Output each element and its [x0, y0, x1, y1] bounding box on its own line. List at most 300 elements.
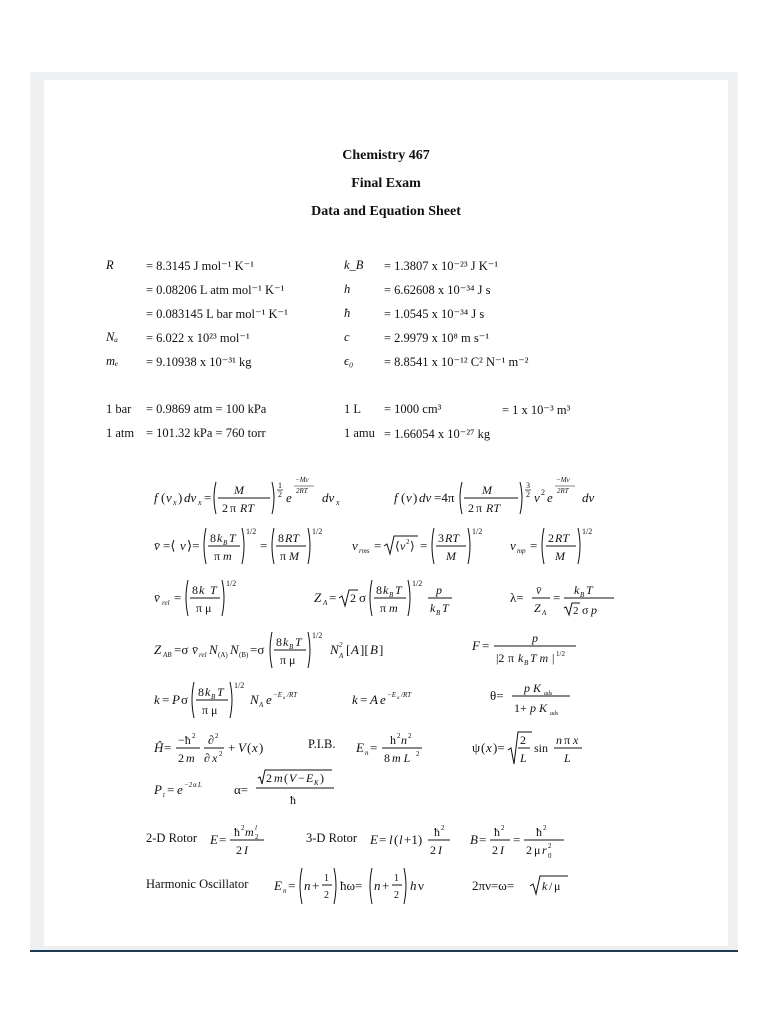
svg-text:P: P: [154, 782, 162, 797]
svg-text:I: I: [244, 843, 248, 857]
svg-text:L: L: [198, 781, 202, 789]
svg-text:x: x: [198, 498, 202, 507]
svg-text:=: =: [379, 832, 387, 847]
svg-text:σ: σ: [181, 692, 189, 707]
svg-text:1/2: 1/2: [234, 681, 245, 690]
svg-text:n: n: [365, 749, 369, 757]
svg-text:x: x: [173, 498, 177, 507]
rotational-constant-equation: [470, 816, 580, 862]
svg-text:T: T: [210, 583, 217, 597]
most-probable-speed-equation: [510, 522, 610, 568]
svg-text:2: 2: [548, 531, 554, 545]
svg-text:8: 8: [192, 583, 198, 597]
svg-text:2πν=ω=: 2πν=ω=: [472, 878, 515, 893]
viewer-bottom-rule: [30, 950, 738, 952]
svg-text:V: V: [289, 771, 297, 785]
svg-text:a: a: [283, 696, 286, 701]
svg-text:2RT: 2RT: [557, 487, 569, 495]
svg-text:dv: dv: [582, 490, 595, 505]
svg-text:π: π: [508, 651, 515, 665]
svg-text:I: I: [438, 843, 442, 857]
svg-text:ħ: ħ: [434, 825, 440, 839]
svg-text:e: e: [286, 490, 292, 505]
svg-text:A: A: [323, 599, 328, 607]
pib-wavefunction-equation: [472, 724, 602, 770]
svg-text:B: B: [211, 693, 216, 701]
svg-text:|: |: [552, 651, 555, 665]
svg-text:x: x: [486, 740, 492, 755]
constant-value: = 6.62608 x 10⁻³⁴ J s: [384, 283, 491, 297]
svg-text:e: e: [266, 692, 272, 707]
svg-text:): ): [178, 490, 183, 505]
svg-text:B: B: [389, 591, 394, 599]
svg-text:3: 3: [526, 481, 530, 490]
svg-text:α: α: [193, 781, 197, 789]
svg-text:p K: p K: [524, 681, 542, 695]
svg-text:F: F: [472, 638, 480, 653]
svg-text:/RT: /RT: [401, 691, 412, 699]
svg-text:2: 2: [350, 591, 356, 605]
svg-text:1/2: 1/2: [246, 527, 257, 536]
harmonic-oscillator-label: Harmonic Oscillator: [146, 877, 249, 891]
svg-text:=: =: [374, 538, 382, 553]
svg-text:RT: RT: [445, 531, 460, 545]
svg-text:p: p: [532, 631, 538, 645]
svg-text:−E: −E: [387, 691, 396, 699]
svg-text:x: x: [336, 498, 340, 507]
svg-text:v: v: [510, 538, 516, 553]
conversion-value: = 0.9869 atm = 100 kPa: [146, 402, 267, 416]
svg-text:v: v: [352, 538, 358, 553]
conversion-label: 1 bar: [106, 402, 132, 416]
angular-frequency-equation: [472, 862, 582, 908]
svg-text:μ: μ: [554, 879, 561, 893]
svg-text:A: A: [259, 701, 264, 709]
svg-text:v̄: v̄: [154, 538, 160, 553]
constant-symbol: ϵ₀: [344, 354, 354, 368]
svg-text:2: 2: [222, 501, 228, 515]
svg-text:2: 2: [266, 771, 272, 785]
svg-text:B: B: [223, 539, 228, 547]
svg-text:sin: sin: [534, 741, 549, 755]
svg-text:⟨: ⟨: [395, 539, 400, 553]
collision-frequency-equation: [314, 574, 474, 620]
svg-text:2: 2: [468, 501, 474, 515]
svg-text:λ=: λ=: [510, 590, 524, 605]
svg-text:α=: α=: [234, 782, 249, 797]
svg-text:−E: −E: [273, 691, 282, 699]
svg-text:e: e: [547, 490, 553, 505]
svg-text:x: x: [573, 733, 579, 747]
svg-text:2: 2: [543, 824, 547, 832]
constant-symbol: k_B: [344, 258, 364, 272]
svg-text:ads: ads: [544, 691, 553, 697]
constant-symbol: Nₐ: [106, 330, 118, 344]
svg-text:B: B: [370, 642, 378, 657]
constant-symbol: h: [344, 282, 351, 296]
svg-text:m: m: [186, 751, 195, 765]
conversion-label: 1 L: [344, 402, 362, 416]
svg-text:M: M: [234, 483, 244, 497]
svg-text:=: =: [164, 740, 172, 755]
svg-text:⟩=: ⟩=: [187, 538, 200, 553]
svg-text:8: 8: [198, 685, 204, 699]
svg-text:=: =: [482, 638, 490, 653]
svg-text:V: V: [238, 740, 246, 755]
constant-value: = 0.08206 L atm mol⁻¹ K⁻¹: [146, 283, 285, 297]
svg-text:π: π: [476, 501, 483, 515]
svg-text:2: 2: [339, 641, 343, 649]
svg-text:1/2: 1/2: [312, 527, 323, 536]
rotor-2d-label: 2-D Rotor: [146, 831, 198, 845]
harmonic-energy-equation: [274, 862, 444, 908]
svg-text:(: (: [394, 832, 399, 847]
svg-text:k: k: [352, 692, 358, 707]
svg-text:P: P: [172, 692, 180, 707]
constant-symbol: mₑ: [106, 354, 119, 368]
svg-text:B: B: [436, 609, 441, 617]
svg-text:2: 2: [219, 750, 223, 758]
svg-text:−2: −2: [184, 781, 193, 789]
svg-text:ħ: ħ: [234, 825, 240, 839]
svg-text:k: k: [205, 685, 211, 699]
svg-text:l: l: [399, 832, 403, 847]
svg-text:2: 2: [408, 732, 412, 740]
svg-text:0: 0: [548, 852, 552, 860]
svg-text:=⟨: =⟨: [163, 538, 176, 553]
conversion-value: = 1000 cm³: [384, 402, 442, 416]
svg-text:π: π: [564, 733, 571, 747]
conversion-value: = 1 x 10⁻³ m³: [502, 403, 571, 417]
svg-text:t: t: [163, 791, 165, 799]
conversion-label: 1 atm: [106, 426, 135, 440]
constant-value: = 8.8541 x 10⁻¹² C² N⁻¹ m⁻²: [384, 355, 529, 369]
svg-text:μ: μ: [534, 843, 541, 857]
svg-text:ν: ν: [418, 878, 424, 893]
svg-text:2: 2: [241, 824, 245, 832]
svg-text:[: [: [346, 642, 351, 657]
svg-text:+: +: [382, 878, 390, 893]
svg-text:π: π: [280, 549, 287, 563]
pib-label: P.I.B.: [308, 737, 336, 751]
maxwell-1d-equation: [154, 474, 384, 520]
svg-text:π: π: [214, 549, 221, 563]
svg-text:p: p: [436, 583, 442, 597]
svg-text:2: 2: [278, 490, 282, 499]
svg-text:2: 2: [178, 751, 184, 765]
svg-text:A: A: [542, 609, 547, 617]
svg-text:M: M: [482, 483, 492, 497]
svg-text:v: v: [166, 490, 172, 505]
svg-text:T: T: [229, 531, 236, 545]
svg-text:2RT: 2RT: [296, 487, 308, 495]
svg-text:h: h: [390, 733, 396, 747]
svg-text:=: =: [420, 538, 428, 553]
svg-text:π: π: [380, 601, 387, 615]
svg-text:rel: rel: [162, 599, 170, 607]
svg-text:3: 3: [438, 531, 444, 545]
svg-text:E: E: [210, 832, 218, 847]
svg-text:): ): [413, 490, 418, 505]
document-title: Chemistry 467: [342, 148, 430, 163]
rotor-3d-label: 3-D Rotor: [306, 831, 358, 845]
svg-text:): ): [259, 740, 264, 755]
svg-text:θ=: θ=: [490, 688, 504, 703]
svg-text:k: k: [430, 601, 436, 615]
svg-text:m: m: [245, 825, 254, 839]
svg-text:RT: RT: [285, 531, 300, 545]
svg-text:1/2: 1/2: [472, 527, 483, 536]
svg-text:dv: dv: [184, 490, 197, 505]
svg-text:8: 8: [210, 531, 216, 545]
svg-text:=: =: [479, 832, 487, 847]
svg-text:m: m: [223, 549, 232, 563]
svg-text:2: 2: [541, 488, 545, 497]
svg-text:T: T: [395, 583, 402, 597]
svg-text:n: n: [401, 733, 407, 747]
svg-text:8: 8: [376, 583, 382, 597]
svg-text:N: N: [209, 642, 218, 657]
conversion-label: 1 amu: [344, 426, 375, 440]
svg-text:B: B: [470, 832, 478, 847]
svg-text:][: ][: [360, 642, 369, 657]
svg-text:p K: p K: [530, 701, 548, 715]
svg-text:π μ: π μ: [196, 601, 212, 615]
constant-symbol: R: [106, 258, 114, 272]
svg-text:n: n: [374, 878, 381, 893]
svg-text:f: f: [154, 490, 158, 505]
svg-text:2: 2: [406, 538, 410, 546]
pib-energy-equation: [356, 724, 456, 770]
svg-text:e: e: [380, 692, 386, 707]
svg-text:T: T: [586, 583, 593, 597]
svg-text:rms: rms: [359, 547, 370, 555]
svg-text:/: /: [549, 879, 553, 893]
svg-text:x: x: [212, 751, 218, 765]
svg-text:∂: ∂: [204, 751, 210, 765]
svg-text:1/2: 1/2: [556, 650, 565, 658]
svg-text:2: 2: [192, 732, 196, 740]
svg-text:E: E: [356, 740, 364, 755]
svg-text:v: v: [180, 538, 186, 553]
svg-text:RT: RT: [240, 501, 255, 515]
svg-text:): ): [320, 771, 324, 785]
svg-text:B: B: [289, 643, 294, 651]
svg-text:k: k: [574, 583, 580, 597]
svg-text:(B): (B): [239, 651, 249, 659]
svg-text:AB: AB: [163, 651, 172, 659]
svg-text:2: 2: [255, 833, 259, 841]
svg-text:x: x: [252, 740, 258, 755]
conversion-value: = 1.66054 x 10⁻²⁷ kg: [384, 427, 491, 441]
svg-text:h: h: [410, 878, 417, 893]
svg-text:N: N: [230, 642, 239, 657]
svg-text:a: a: [397, 696, 400, 701]
svg-text:L: L: [564, 751, 571, 765]
svg-text:1: 1: [394, 873, 399, 884]
svg-text:ħ: ħ: [536, 825, 542, 839]
svg-text:=: =: [329, 590, 337, 605]
svg-text:I: I: [500, 843, 504, 857]
svg-text:A: A: [339, 652, 344, 660]
rms-speed-equation: [352, 522, 502, 568]
svg-text:f: f: [394, 490, 398, 505]
mean-speed-equation: [154, 522, 354, 568]
svg-text:=: =: [174, 590, 182, 605]
mean-free-path-equation: [510, 574, 630, 620]
svg-text:k: k: [217, 531, 223, 545]
svg-text:ħω=: ħω=: [340, 878, 363, 893]
svg-text:(: (: [247, 740, 252, 755]
svg-text:RT: RT: [486, 501, 501, 515]
svg-text:M: M: [289, 549, 299, 563]
svg-text:8: 8: [276, 635, 282, 649]
svg-text:=: =: [167, 782, 175, 797]
svg-text:ads: ads: [550, 711, 559, 717]
svg-text:2: 2: [520, 733, 526, 747]
rotor-3d-energy-equation: [370, 816, 480, 862]
svg-text:1+: 1+: [514, 701, 527, 715]
svg-text:2: 2: [215, 732, 219, 740]
svg-text:2: 2: [441, 824, 445, 832]
svg-text:n: n: [304, 878, 311, 893]
svg-text:=σ: =σ: [250, 642, 265, 657]
svg-text:dv: dv: [419, 490, 432, 505]
svg-text:=: =: [288, 878, 296, 893]
tunneling-probability-equation: [154, 770, 224, 810]
svg-text:k: k: [518, 651, 524, 665]
svg-text:v̄: v̄: [192, 642, 198, 657]
svg-text:2: 2: [397, 732, 401, 740]
svg-text:L: L: [520, 751, 527, 765]
svg-text:Ĥ: Ĥ: [154, 740, 164, 755]
svg-text:E: E: [370, 832, 378, 847]
svg-text:l: l: [389, 832, 393, 847]
svg-text:B: B: [524, 659, 529, 667]
svg-text:N: N: [250, 692, 259, 707]
svg-text:+: +: [312, 878, 320, 893]
svg-text:E: E: [306, 771, 314, 785]
svg-text:2: 2: [394, 890, 399, 901]
constant-value: = 2.9979 x 10⁸ m s⁻¹: [384, 331, 490, 345]
svg-text:B: B: [580, 591, 585, 599]
svg-text:=: =: [513, 832, 521, 847]
arrhenius-equation: [352, 676, 462, 722]
svg-text:π: π: [230, 501, 237, 515]
svg-text:v̄: v̄: [536, 583, 542, 597]
svg-text:(: (: [284, 771, 288, 785]
svg-text:n: n: [556, 733, 562, 747]
svg-text:T: T: [295, 635, 302, 649]
svg-text:=: =: [162, 692, 170, 707]
svg-text:1: 1: [324, 873, 329, 884]
svg-text:ψ: ψ: [472, 740, 481, 755]
collision-density-equation: [154, 626, 414, 672]
svg-text:m: m: [389, 601, 398, 615]
constant-value: = 8.3145 J mol⁻¹ K⁻¹: [146, 259, 254, 273]
svg-text:T: T: [217, 685, 224, 699]
svg-text:v: v: [534, 490, 540, 505]
svg-text:2: 2: [573, 605, 579, 617]
constant-value: = 9.10938 x 10⁻³¹ kg: [146, 355, 252, 369]
document-subtitle: Final Exam: [351, 176, 421, 191]
svg-text:2: 2: [501, 824, 505, 832]
svg-text:K: K: [314, 779, 319, 787]
svg-text:T m: T m: [530, 651, 549, 665]
svg-text:=σ: =σ: [174, 642, 189, 657]
svg-text:p: p: [591, 603, 597, 617]
svg-text:1/2: 1/2: [312, 631, 323, 640]
constant-value: = 1.0545 x 10⁻³⁴ J s: [384, 307, 485, 321]
constant-value: = 1.3807 x 10⁻²³ J K⁻¹: [384, 259, 499, 273]
svg-text:2: 2: [526, 843, 532, 857]
svg-text:rel: rel: [199, 651, 207, 659]
svg-text:k: k: [383, 583, 389, 597]
svg-text:r: r: [542, 843, 547, 857]
svg-text:2: 2: [324, 890, 329, 901]
svg-text:+: +: [228, 740, 236, 755]
maxwell-3d-equation: [394, 474, 614, 520]
svg-text:e: e: [177, 782, 183, 797]
langmuir-equation: [490, 674, 610, 720]
svg-text:k: k: [542, 879, 548, 893]
svg-text:σ: σ: [582, 603, 589, 617]
svg-text:π μ: π μ: [202, 703, 218, 717]
svg-text:+1): +1): [404, 832, 423, 847]
svg-text:E: E: [274, 878, 282, 893]
svg-text:2: 2: [236, 843, 242, 857]
svg-text:2: 2: [430, 843, 436, 857]
svg-text:−Mv: −Mv: [556, 476, 570, 484]
svg-text:(: (: [481, 740, 486, 755]
constant-symbol: ħ: [344, 306, 351, 320]
svg-text:=: =: [219, 832, 227, 847]
svg-text:(: (: [161, 490, 166, 505]
svg-text:−Mv: −Mv: [295, 476, 309, 484]
svg-text:A: A: [351, 642, 359, 657]
svg-text:Z: Z: [314, 590, 322, 605]
svg-text:|2: |2: [496, 651, 505, 665]
svg-text:RT: RT: [555, 531, 570, 545]
svg-text:1/2: 1/2: [412, 579, 423, 588]
svg-text:N: N: [330, 642, 339, 657]
conversion-value: = 101.32 kPa = 760 torr: [146, 426, 266, 440]
constant-value: = 0.083145 L bar mol⁻¹ K⁻¹: [146, 307, 288, 321]
svg-text:ħ: ħ: [290, 793, 296, 807]
svg-text:T: T: [442, 601, 449, 615]
svg-text:v: v: [400, 539, 406, 553]
svg-text:m: m: [274, 771, 283, 785]
tunneling-alpha-equation: [234, 766, 344, 812]
constant-symbol: c: [344, 330, 350, 344]
svg-text:m L: m L: [392, 751, 411, 765]
svg-text:k: k: [154, 692, 160, 707]
svg-text:⟩: ⟩: [410, 539, 415, 553]
svg-text:M: M: [446, 549, 456, 563]
svg-text:Z: Z: [534, 601, 541, 615]
document-heading: Data and Equation Sheet: [311, 204, 461, 219]
svg-text:=: =: [370, 740, 378, 755]
svg-text:2: 2: [526, 490, 530, 499]
rotor-2d-energy-equation: [210, 816, 280, 862]
svg-text:l: l: [255, 824, 257, 832]
svg-text:=: =: [553, 590, 561, 605]
svg-text:−: −: [298, 771, 305, 785]
wall-flux-equation: [472, 626, 592, 672]
svg-text:8: 8: [384, 751, 390, 765]
svg-text:ħ: ħ: [494, 825, 500, 839]
svg-text:v: v: [406, 490, 412, 505]
